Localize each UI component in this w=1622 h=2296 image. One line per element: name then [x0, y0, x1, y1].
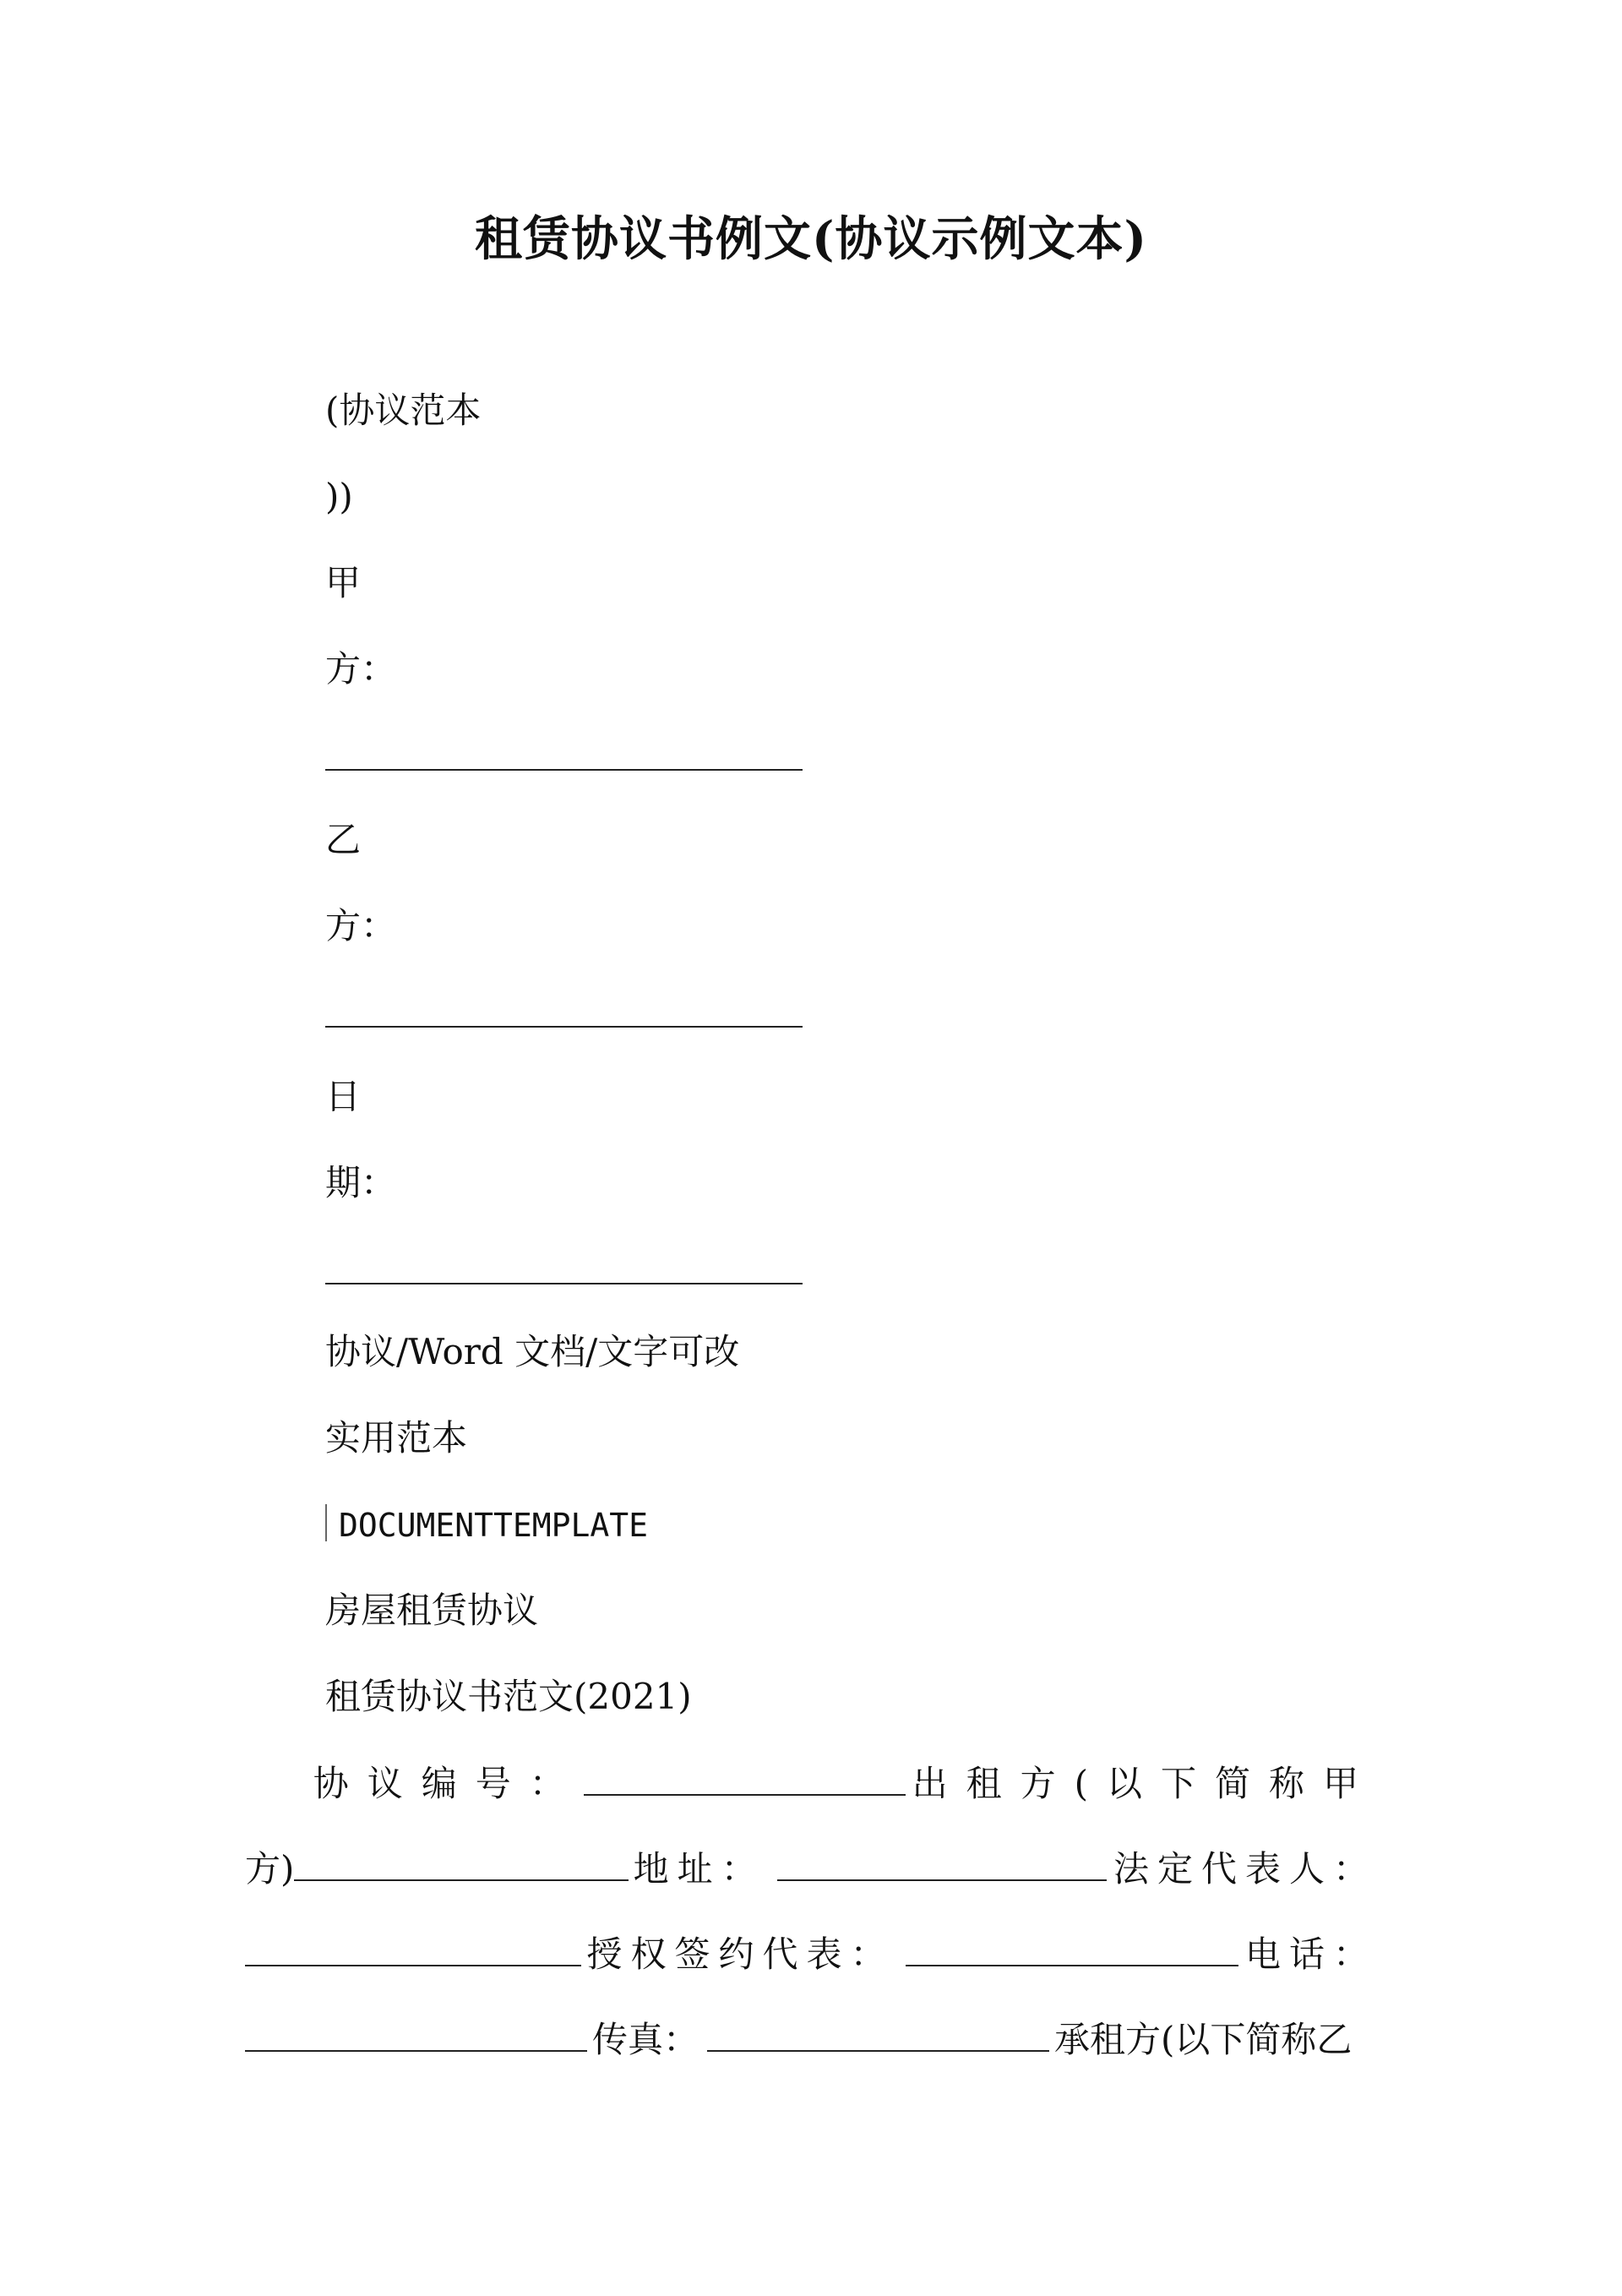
- body-row-2: [245, 1826, 1377, 1912]
- phone-label: 电话：: [1244, 1933, 1377, 1975]
- agreement-body: [245, 1741, 1377, 2082]
- lessor-label: 出租方(以下简称甲: [912, 1763, 1377, 1804]
- agreement-number-blank: [584, 1760, 906, 1796]
- document-title: 租赁协议书例文(协议示例文本): [475, 211, 1147, 267]
- template-tag-text: DOCUMENTTEMPLATE: [339, 1507, 649, 1544]
- lessor-label-end: 方): [245, 1848, 295, 1890]
- closing-parentheses: )): [325, 476, 353, 517]
- body-row-4: [245, 1997, 1377, 2082]
- party-b-label-2: 方：: [325, 905, 397, 946]
- party-b-blank-line: [325, 1026, 803, 1028]
- party-a-label-2: 方：: [325, 648, 397, 690]
- phone-blank: [245, 2016, 587, 2052]
- legal-representative-label: 法定代表人：: [1113, 1848, 1377, 1890]
- text-cursor-bar: [325, 1504, 327, 1541]
- party-a-label-1: 甲: [325, 562, 362, 603]
- party-b-label-1: 乙: [325, 819, 362, 860]
- document-name: 租赁协议书范文(2021): [325, 1676, 692, 1717]
- address-blank: [777, 1846, 1107, 1881]
- document-template-tag: [325, 1501, 648, 1549]
- authorized-representative-label: 授权签约代表：: [586, 1933, 895, 1975]
- date-label-2: 期：: [325, 1162, 397, 1203]
- agreement-number-label: 协议编号：: [313, 1763, 584, 1804]
- lessee-label: 承租方(以下简称乙: [1054, 2019, 1353, 2060]
- word-document-note: 协议/Word 文档/文字可改: [325, 1331, 740, 1372]
- legal-representative-blank: [245, 1931, 581, 1966]
- practical-template-label: 实用范本: [325, 1417, 468, 1459]
- address-label: 地址：: [633, 1848, 765, 1890]
- authorized-representative-blank: [906, 1931, 1238, 1966]
- party-a-blank-line: [325, 769, 803, 771]
- lessor-name-blank: [294, 1846, 628, 1881]
- fax-label: 传真：: [592, 2019, 699, 2060]
- body-row-1: [245, 1741, 1377, 1826]
- document-subtitle: 房屋租赁协议: [325, 1590, 539, 1631]
- template-label: (协议范本: [325, 390, 482, 431]
- date-label-1: 日: [325, 1076, 362, 1117]
- fax-blank: [707, 2016, 1049, 2052]
- body-row-3: [245, 1912, 1377, 1997]
- date-blank-line: [325, 1283, 803, 1284]
